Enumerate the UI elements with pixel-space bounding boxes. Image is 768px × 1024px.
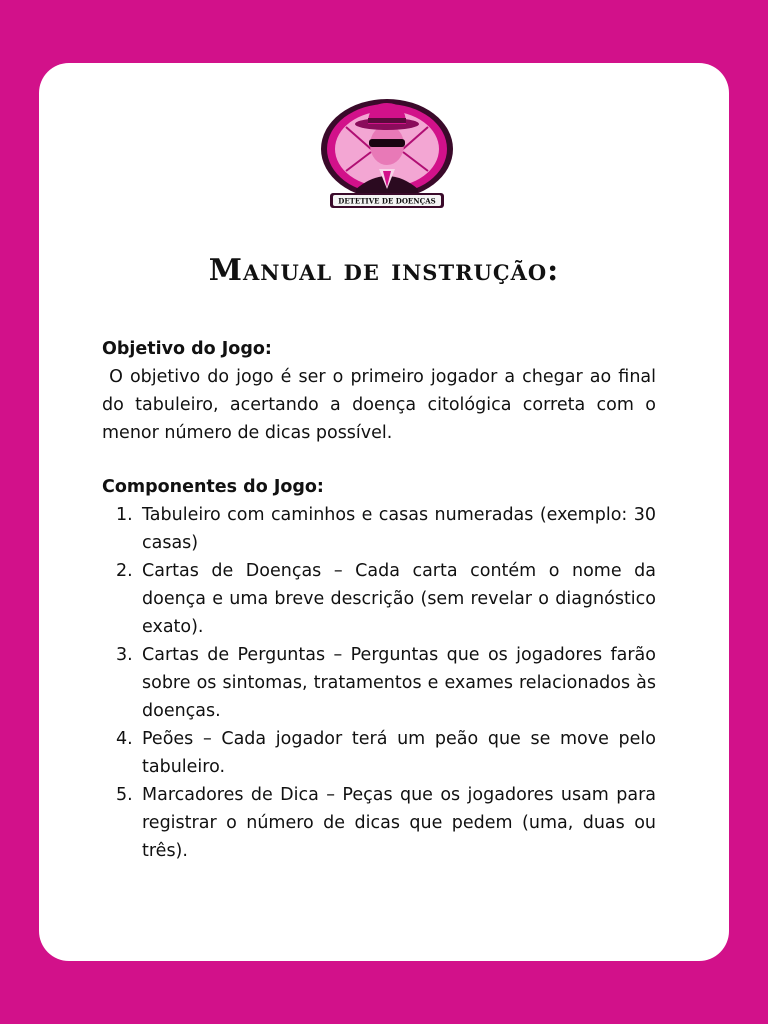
manual-content: [102, 335, 662, 865]
list-item-text: Peões – Cada jogador terá um peão que se move pelo tabuleiro.: [142, 729, 656, 777]
components-list: [102, 501, 656, 865]
detective-logo: [316, 97, 458, 213]
list-item-number: 3.: [116, 645, 133, 665]
list-item-number: 2.: [116, 561, 133, 581]
objective-text: O objetivo do jogo é ser o primeiro jogador a chegar ao final do tabuleiro, acertando a doença citológica correta com o menor número de dicas possível.: [102, 367, 662, 443]
list-item: [102, 641, 656, 725]
list-item-text: Cartas de Perguntas – Perguntas que os jogadores farão sobre os sintomas, tratamentos e exames relacionados às doenças.: [142, 645, 656, 721]
list-item-number: 4.: [116, 729, 133, 749]
page-title: Manual de instrução:: [208, 253, 560, 288]
logo-banner-text: DETETIVE DE DOENÇAS: [338, 196, 436, 206]
list-item-number: 1.: [116, 505, 133, 525]
list-item-number: 5.: [116, 785, 133, 805]
list-item: [102, 557, 656, 641]
manual-card: [39, 63, 729, 961]
objective-heading: Objetivo do Jogo:: [102, 339, 272, 359]
list-item: [102, 725, 656, 781]
list-item: [102, 781, 656, 865]
list-item-text: Cartas de Doenças – Cada carta contém o nome da doença e uma breve descrição (sem revelar o diagnóstico exato).: [142, 561, 656, 637]
list-item-text: Marcadores de Dica – Peças que os jogadores usam para registrar o número de dicas que pedem (uma, duas ou três).: [142, 785, 656, 861]
components-heading: Componentes do Jogo:: [102, 477, 324, 497]
list-item-text: Tabuleiro com caminhos e casas numeradas (exemplo: 30 casas): [142, 505, 656, 553]
list-item: [102, 501, 656, 557]
